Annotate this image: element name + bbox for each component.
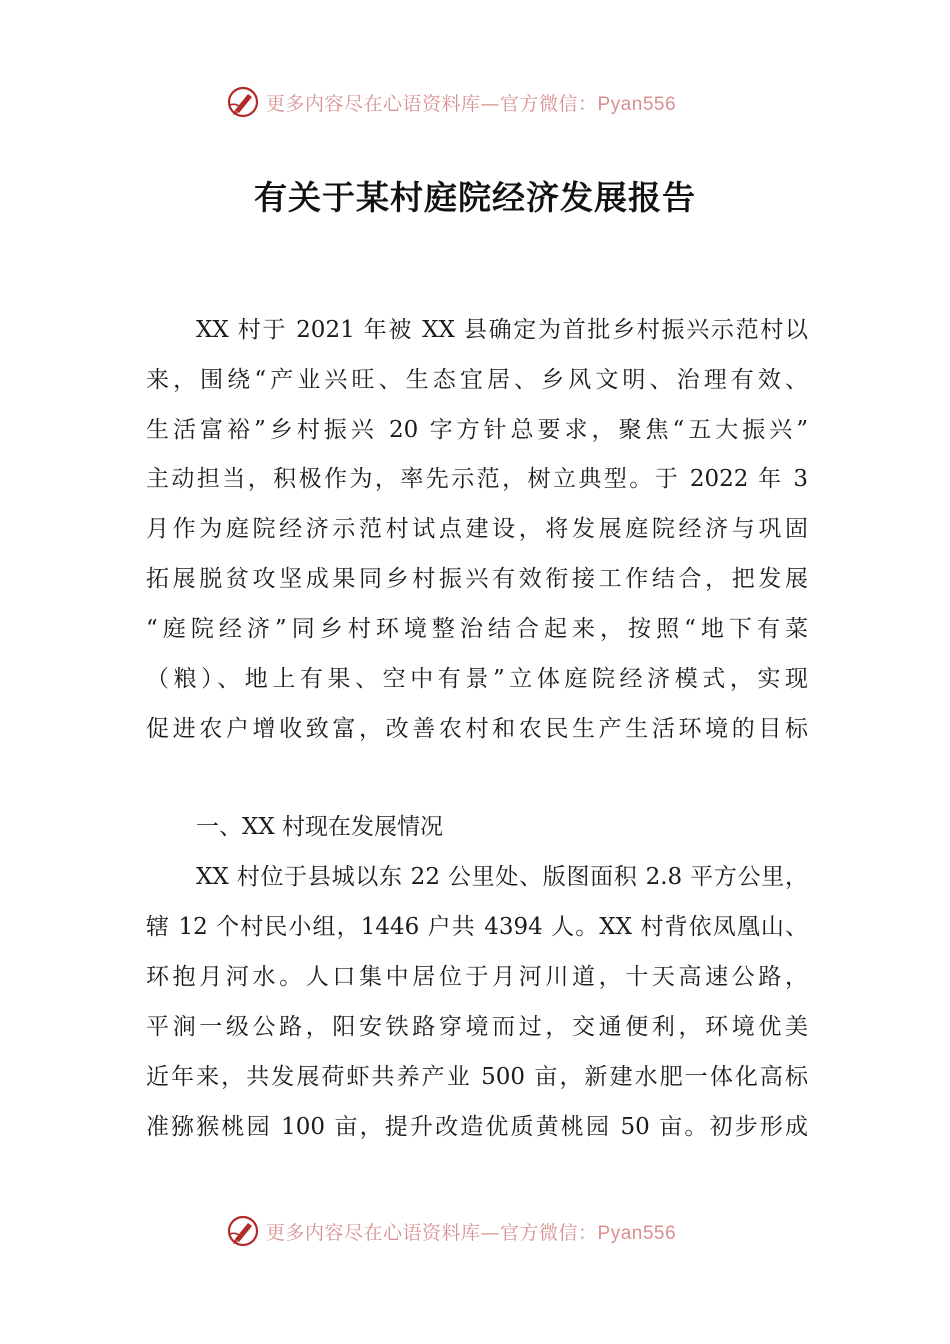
paragraph-line: 主动担当，积极作为，率先示范，树立典型。于 2022 年 3: [146, 466, 808, 492]
paragraph-line: “庭院经济”同乡村环境整治结合起来，按照“地下有菜: [146, 616, 808, 642]
paragraph-line: 辖 12 个村民小组，1446 户共 4394 人。XX 村背依凤凰山、: [146, 914, 808, 940]
header-banner: [226, 82, 726, 122]
pen-logo-icon: [226, 1214, 260, 1248]
pen-logo-icon: [226, 85, 260, 119]
paragraph-line: 近年来，共发展荷虾共养产业 500 亩，新建水肥一体化高标: [146, 1064, 808, 1090]
paragraph-line: 促进农户增收致富，改善农村和农民生产生活环境的目标: [146, 716, 808, 742]
banner-label: 更多内容尽在心语资料库—官方微信：: [266, 92, 598, 115]
paragraph-line: XX 村位于县城以东 22 公里处、版图面积 2.8 平方公里，: [196, 864, 808, 890]
banner-wechat-id: Pyan556: [597, 93, 677, 115]
paragraph-line: 生活富裕”乡村振兴 20 字方针总要求，聚焦“五大振兴”: [146, 417, 808, 443]
paragraph-line: XX 村于 2021 年被 XX 县确定为首批乡村振兴示范村以: [196, 317, 808, 343]
section-heading: 一、XX 村现在发展情况: [196, 814, 444, 840]
paragraph-line: 来，围绕“产业兴旺、生态宜居、乡风文明、治理有效、: [146, 367, 808, 393]
paragraph-line: 平涧一级公路，阳安铁路穿境而过，交通便利，环境优美: [146, 1014, 808, 1040]
paragraph-line: 拓展脱贫攻坚成果同乡村振兴有效衔接工作结合，把发展: [146, 566, 808, 592]
banner-wechat-id: Pyan556: [597, 1222, 677, 1244]
footer-banner: [226, 1211, 726, 1251]
paragraph-line: 准猕猴桃园 100 亩，提升改造优质黄桃园 50 亩。初步形成: [146, 1114, 808, 1140]
banner-text: [266, 89, 676, 116]
banner-text: [266, 1218, 676, 1245]
paragraph-line: 月作为庭院经济示范村试点建设，将发展庭院经济与巩固: [146, 516, 808, 542]
paragraph-line: 环抱月河水。人口集中居位于月河川道，十天高速公路，: [146, 964, 808, 990]
paragraph-line: （粮）、地上有果、空中有景”立体庭院经济模式，实现: [146, 666, 808, 692]
document-title: 有关于某村庭院经济发展报告: [254, 178, 696, 217]
banner-label: 更多内容尽在心语资料库—官方微信：: [266, 1221, 598, 1244]
